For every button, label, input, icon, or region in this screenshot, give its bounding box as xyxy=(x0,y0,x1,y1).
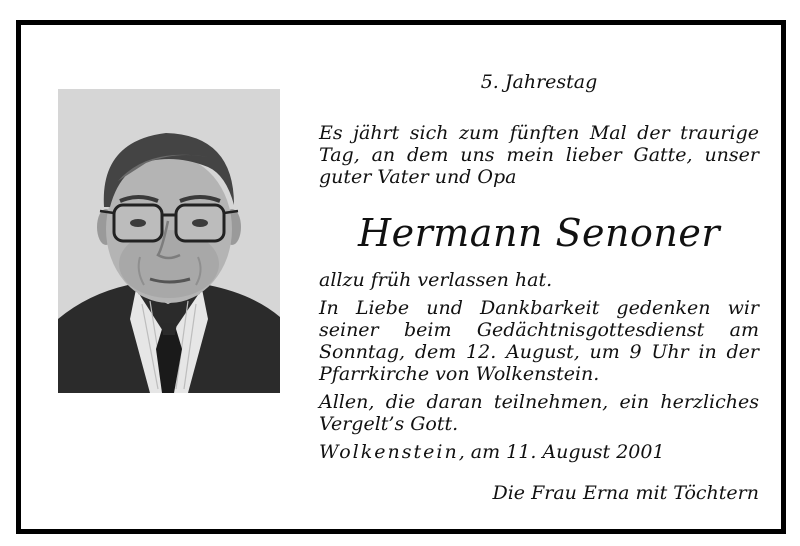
intro-paragraph: Es jährt sich zum fünften Mal der traurige Tag, an dem uns mein lieber Gatte, unser guter Vater und Opa xyxy=(319,122,759,188)
obituary-notice xyxy=(16,20,786,534)
thanks-paragraph: Allen, die daran teilnehmen, ein herzliches Vergelt’s Gott. xyxy=(319,391,759,435)
memorial-service-paragraph: In Liebe und Dankbarkeit gedenken wir seiner beim Gedächtnisgottesdienst am Sonntag, dem 12. August, um 9 Uhr in der Pfarrkirche von Wolkenstein. xyxy=(319,297,759,385)
portrait-illustration xyxy=(58,89,280,393)
departed-line: allzu früh verlassen hat. xyxy=(319,269,553,291)
place-name: Wolkenstein xyxy=(319,441,459,463)
signature-line: Die Frau Erna mit Töchtern xyxy=(492,482,759,504)
notice-date: , am 11. August 2001 xyxy=(458,441,665,463)
portrait-photo xyxy=(58,89,280,393)
place-and-date xyxy=(319,441,759,463)
deceased-name: Hermann Senoner xyxy=(357,211,720,255)
anniversary-heading: 5. Jahrestag xyxy=(480,71,598,93)
